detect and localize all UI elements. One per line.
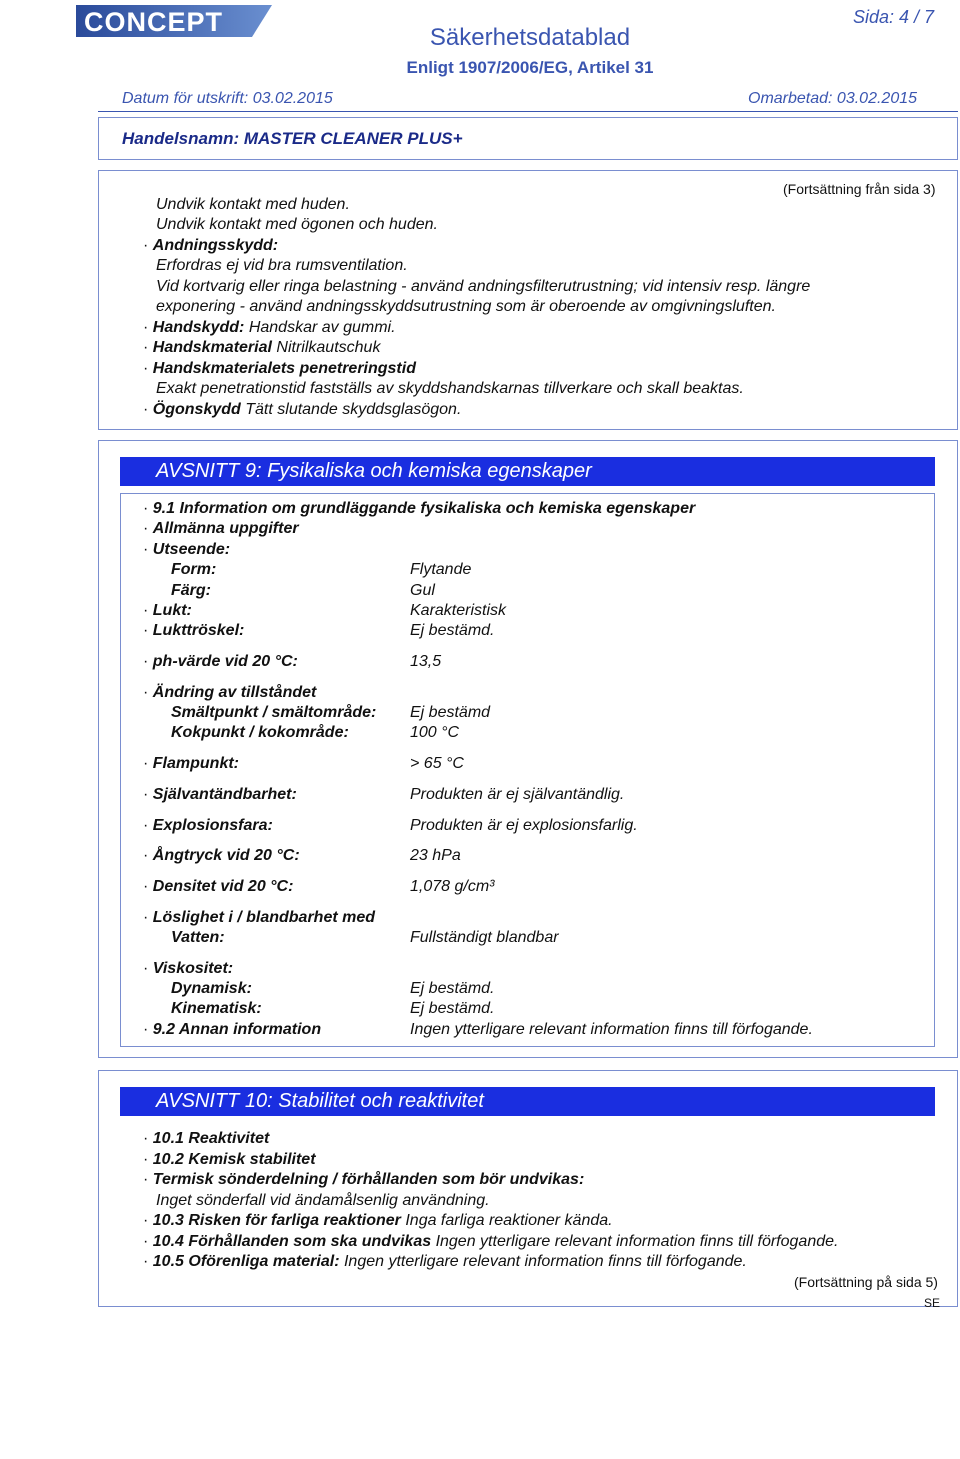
incompatible-materials-label: 10.5 Oförenliga material: (152, 1253, 340, 1270)
appearance-row: · Utseende: (143, 541, 231, 558)
vapor-pressure-label: Ångtryck vid 20 °C: (152, 847, 300, 864)
autoignition-row: · Självantändbarhet: (143, 786, 297, 803)
s91-heading-row: · 9.1 Information om grundläggande fysikaliska och kemiska egenskaper (143, 500, 696, 517)
solubility-label: Löslighet i / blandbarhet med (152, 909, 376, 926)
boiling-value: 100 °C (410, 724, 460, 741)
section9-title: AVSNITT 9: Fysikaliska och kemiska egenskaper (156, 460, 592, 482)
respiratory-label-row: · Andningsskydd: (143, 237, 279, 254)
water-value: Fullständigt blandbar (410, 929, 559, 946)
ph-row: · ph-värde vid 20 °C: (143, 653, 298, 670)
water-label: Vatten: (171, 929, 225, 946)
print-date: Datum för utskrift: 03.02.2015 (122, 90, 333, 107)
document-title: Säkerhetsdatablad (429, 24, 631, 51)
density-row: · Densitet vid 20 °C: (143, 878, 294, 895)
conditions-avoid-label: 10.4 Förhållanden som ska undvikas (152, 1233, 432, 1250)
glove-material-label: Handskmaterial (152, 339, 272, 356)
solubility-row: · Löslighet i / blandbarhet med (143, 909, 376, 926)
flash-point-label: Flampunkt: (152, 755, 239, 772)
glove-penetration-row: · Handskmaterialets penetreringstid (143, 360, 416, 377)
explosion-row: · Explosionsfara: (143, 817, 273, 834)
autoignition-label: Självantändbarhet: (152, 786, 297, 803)
ph-label: ph-värde vid 20 °C: (152, 653, 298, 670)
flash-point-value: > 65 °C (410, 755, 464, 772)
kinematic-value: Ej bestämd. (410, 1000, 495, 1017)
hand-protection-row: · Handskydd: Handskar av gummi. (143, 319, 396, 336)
thermal-decomposition-value: Inget sönderfall vid ändamålsenlig användning. (156, 1192, 490, 1209)
section10-title: AVSNITT 10: Stabilitet och reaktivitet (156, 1090, 484, 1112)
section10-title-bar (120, 1087, 935, 1116)
color-label: Färg: (171, 582, 211, 599)
odor-threshold-value: Ej bestämd. (410, 622, 495, 639)
incompatible-materials-row: · 10.5 Oförenliga material: Ingen ytterligare relevant information finns till förfogande. (143, 1253, 747, 1270)
reactivity-row: · 10.1 Reaktivitet (143, 1130, 270, 1147)
continued-from: (Fortsättning från sida 3) (783, 181, 936, 197)
s92-value: Ingen ytterligare relevant information finns till förfogande. (410, 1021, 813, 1038)
reactivity-label: 10.1 Reaktivitet (152, 1130, 270, 1147)
glove-penetration-label: Handskmaterialets penetreringstid (152, 360, 416, 377)
header-rule (98, 111, 958, 112)
section9-content-box (120, 493, 935, 1047)
language-code: SE (924, 1296, 941, 1310)
state-change-heading: Ändring av tillståndet (152, 684, 317, 701)
s91-heading: 9.1 Information om grundläggande fysikaliska och kemiska egenskaper (152, 500, 696, 517)
odor-value: Karakteristisk (410, 602, 507, 619)
continued-on: (Fortsättning på sida 5) (794, 1274, 938, 1290)
explosion-label: Explosionsfara: (152, 817, 273, 834)
melting-label: Smältpunkt / smältområde: (171, 704, 377, 721)
eye-protection-value: Tätt slutande skyddsglasögon. (245, 401, 462, 418)
respiratory-line-3: exponering - använd andningsskyddsutrustning som är oberoende av omgivningsluften. (156, 298, 776, 315)
odor-label: Lukt: (152, 602, 192, 619)
odor-threshold-label: Lukttröskel: (152, 622, 245, 639)
hazardous-reactions-row: · 10.3 Risken för farliga reaktioner Inga farliga reaktioner kända. (143, 1212, 613, 1229)
viscosity-row: · Viskositet: (143, 960, 234, 977)
revision-date: Omarbetad: 03.02.2015 (748, 90, 918, 107)
general-info-heading: Allmänna uppgifter (152, 520, 299, 537)
dynamic-value: Ej bestämd. (410, 980, 495, 997)
odor-row: · Lukt: (143, 602, 192, 619)
appearance-label: Utseende: (152, 541, 231, 558)
incompatible-materials-value: Ingen ytterligare relevant information finns till förfogande. (343, 1253, 747, 1270)
odor-threshold-row: · Lukttröskel: (143, 622, 245, 639)
ph-value: 13,5 (410, 653, 442, 670)
chemical-stability-row: · 10.2 Kemisk stabilitet (143, 1151, 316, 1168)
respiratory-line-2: Vid kortvarig eller ringa belastning - använd andningsfilterutrustning; vid intensiv resp. längre (156, 278, 811, 295)
form-value: Flytande (410, 561, 472, 578)
autoignition-value: Produkten är ej självantändlig. (410, 786, 625, 803)
trade-name: Handelsnamn: MASTER CLEANER PLUS+ (122, 129, 463, 148)
state-change-row: · Ändring av tillståndet (143, 684, 317, 701)
explosion-value: Produkten är ej explosionsfarlig. (410, 817, 638, 834)
hazardous-reactions-label: 10.3 Risken för farliga reaktioner (152, 1212, 401, 1229)
conditions-avoid-value: Ingen ytterligare relevant information finns till förfogande. (435, 1233, 839, 1250)
color-value: Gul (410, 582, 435, 599)
vapor-pressure-row: · Ångtryck vid 20 °C: (143, 847, 300, 864)
hand-protection-label: Handskydd: (152, 319, 245, 336)
avoid-skin: Undvik kontakt med huden. (156, 196, 350, 213)
logo-text: CONCEPT (84, 7, 224, 37)
section9-title-bar (120, 457, 935, 486)
melting-value: Ej bestämd (410, 704, 491, 721)
respiratory-line-1: Erfordras ej vid bra rumsventilation. (156, 257, 408, 274)
eye-protection-row: · Ögonskydd Tätt slutande skyddsglasögon. (143, 401, 462, 418)
general-info-row: · Allmänna uppgifter (143, 520, 299, 537)
glove-penetration-value: Exakt penetrationstid fastställs av skyddshandskarnas tillverkare och skall beaktas. (156, 380, 744, 397)
density-label: Densitet vid 20 °C: (152, 878, 294, 895)
chemical-stability-label: 10.2 Kemisk stabilitet (152, 1151, 316, 1168)
boiling-label: Kokpunkt / kokområde: (171, 724, 349, 741)
s92-label: 9.2 Annan information (152, 1021, 322, 1038)
avoid-eyes-skin: Undvik kontakt med ögonen och huden. (156, 216, 438, 233)
flash-point-row: · Flampunkt: (143, 755, 239, 772)
eye-protection-label: Ögonskydd (152, 401, 241, 418)
thermal-decomposition-label: Termisk sönderdelning / förhållanden som bör undvikas: (152, 1171, 585, 1188)
vapor-pressure-value: 23 hPa (410, 847, 461, 864)
document-regulation: Enligt 1907/2006/EG, Artikel 31 (406, 58, 654, 77)
thermal-decomposition-row: · Termisk sönderdelning / förhållanden som bör undvikas: (143, 1171, 585, 1188)
glove-material-value: Nitrilkautschuk (276, 339, 381, 356)
form-label: Form: (171, 561, 217, 578)
hand-protection-value: Handskar av gummi. (248, 319, 396, 336)
conditions-avoid-row: · 10.4 Förhållanden som ska undvikas Ingen ytterligare relevant information finns till förfogande. (143, 1233, 839, 1250)
respiratory-label: Andningsskydd: (152, 237, 279, 254)
hazardous-reactions-value: Inga farliga reaktioner kända. (405, 1212, 613, 1229)
viscosity-label: Viskositet: (152, 960, 234, 977)
s92-row: · 9.2 Annan information (143, 1021, 322, 1038)
glove-material-row: · Handskmaterial Nitrilkautschuk (143, 339, 381, 356)
dynamic-label: Dynamisk: (171, 980, 252, 997)
page-number: Sida: 4 / 7 (853, 7, 935, 27)
density-value: 1,078 g/cm³ (410, 878, 495, 895)
kinematic-label: Kinematisk: (171, 1000, 262, 1017)
